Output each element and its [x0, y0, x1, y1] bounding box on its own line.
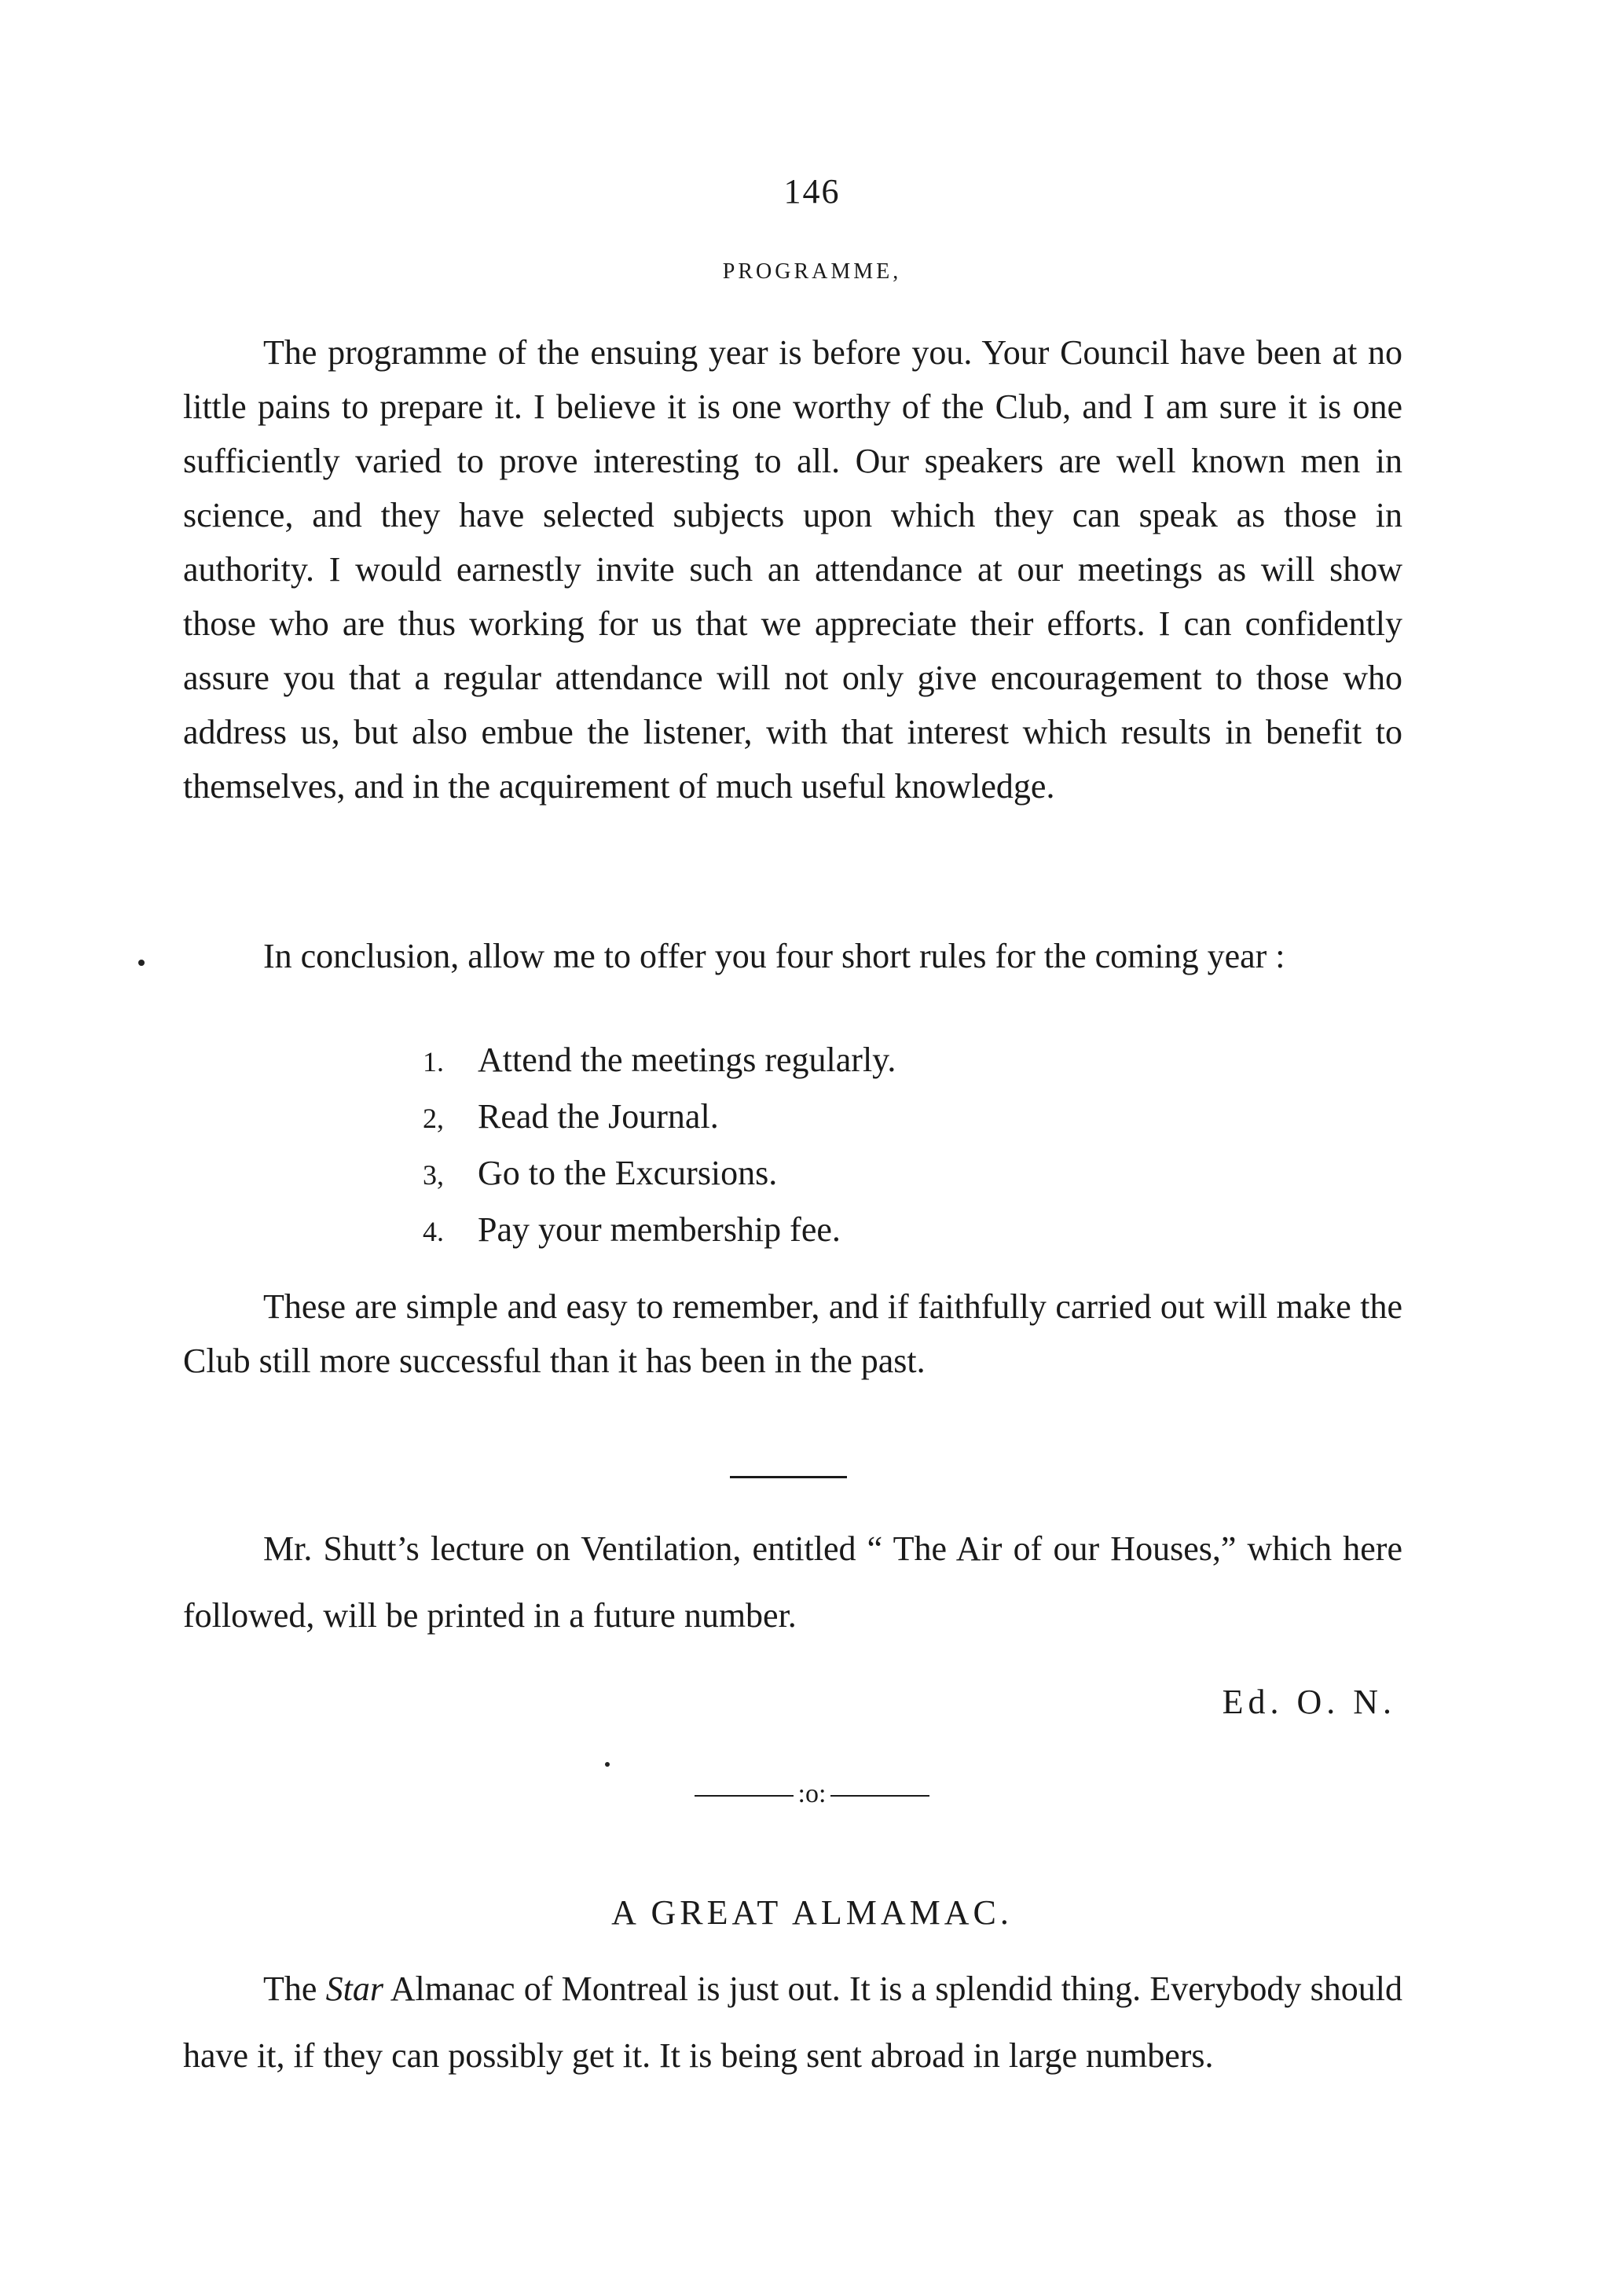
rule-number: 2,	[423, 1103, 444, 1134]
rules-list	[423, 1033, 896, 1259]
separator-mark: :o:	[797, 1779, 827, 1808]
article-text-end: Almanac of Montreal is just out. It is a splendid thing. Everybody should have it, if they can possibly get it. It is being sent abroad in large numbers.	[183, 1969, 1402, 2075]
rule-number: 4.	[423, 1216, 444, 1247]
rule-item	[423, 1146, 896, 1202]
rule-item	[423, 1089, 896, 1146]
rule-item	[423, 1202, 896, 1259]
editor-note: Mr. Shutt’s lecture on Ventilation, entitled “ The Air of our Houses,” which here followed, will be printed in a future number.	[183, 1529, 1402, 1635]
stray-dot	[605, 1762, 610, 1767]
editor-signature: Ed. O. N.	[1222, 1683, 1396, 1721]
newspaper-name: Star	[325, 1969, 383, 2008]
programme-paragraph: The programme of the ensuing year is before you. Your Council have been at no little pains to prepare it. I believe it is one worthy of the Club, and I am sure it is one sufficiently varied to prove interesting to all. Our speakers are well known men in science, and they have selected subjects upon which they can speak as those in authority. I would earnestly invite such an attendance at our meetings as will show those who are thus working for us that we appreciate their efforts. I can confidently assure you that a regular attendance will not only give encouragement to those who address us, but also embue the listener, with that interest which results in benefit to themselves, and in the acquirement of much useful knowledge.	[183, 333, 1402, 806]
section-divider	[730, 1476, 847, 1478]
rule-text: Go to the Excursions.	[478, 1154, 778, 1192]
closing-paragraph: These are simple and easy to remember, and if faithfully carried out will make the Club still more successful than it has been in the past.	[183, 1287, 1402, 1380]
article-text-start: The	[263, 1969, 326, 2008]
separator-line-left	[695, 1795, 794, 1797]
article-title: A GREAT ALMAMAC.	[611, 1893, 1013, 1932]
ornamental-separator	[0, 1779, 1624, 1809]
margin-dot	[138, 960, 145, 966]
article-paragraph	[183, 1955, 1402, 2089]
section-heading: PROGRAMME,	[722, 259, 902, 284]
rule-number: 3,	[423, 1159, 444, 1191]
rule-number: 1.	[423, 1046, 444, 1077]
separator-line-right	[830, 1795, 929, 1797]
rule-item	[423, 1033, 896, 1089]
rule-text: Pay your membership fee.	[478, 1210, 841, 1249]
rule-text: Read the Journal.	[478, 1097, 719, 1136]
page-number: 146	[783, 172, 841, 211]
rule-text: Attend the meetings regularly.	[478, 1041, 896, 1079]
conclusion-paragraph: In conclusion, allow me to offer you four short rules for the coming year :	[263, 937, 1285, 975]
